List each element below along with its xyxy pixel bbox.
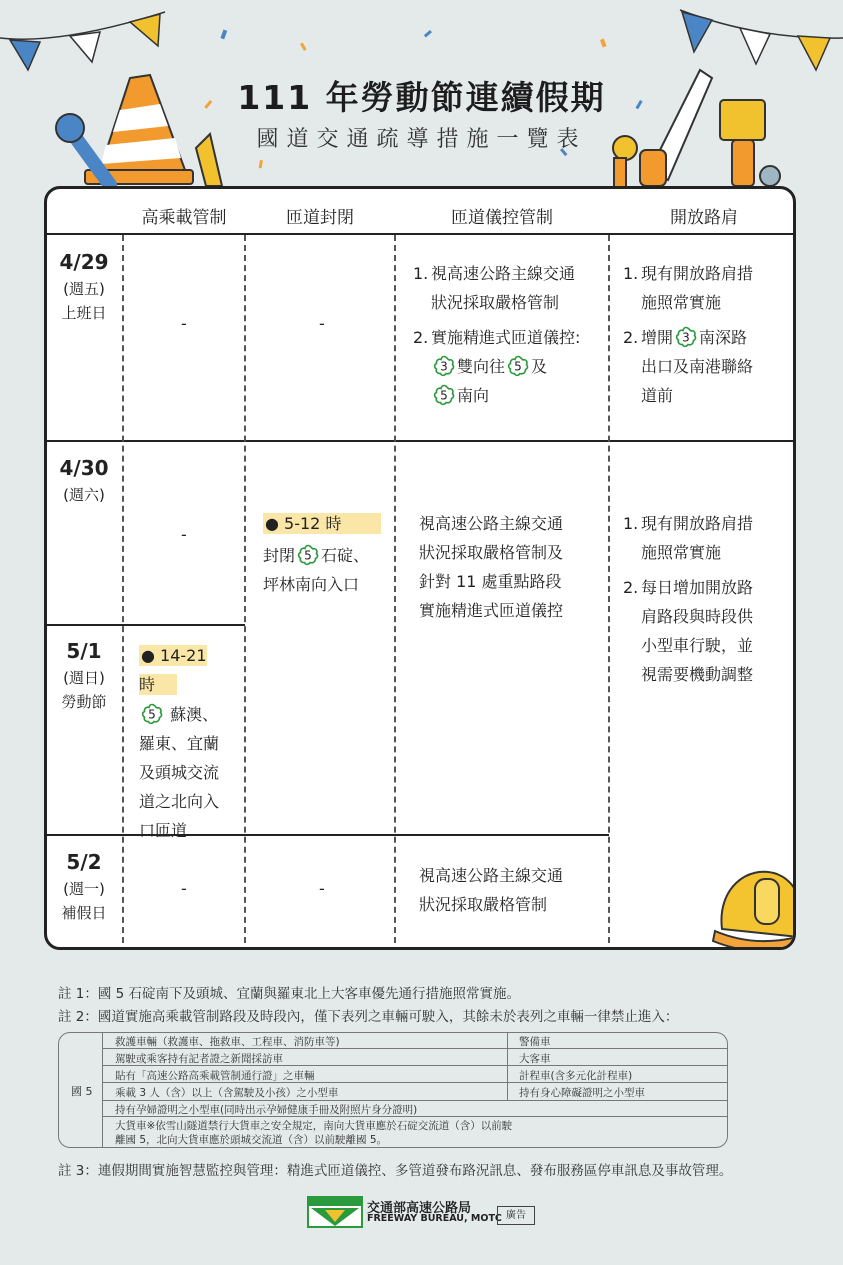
svg-text:5: 5 [148, 707, 156, 722]
legend-item: 乘載 3 人（含）以上（含駕駛及小孩）之小型車 [115, 1087, 339, 1099]
ramp-metering-0430-0501: 視高速公路主線交通 狀況採取嚴格管制及 針對 11 處重點路段 實施精進式匝道儀控 [419, 514, 564, 620]
empty-value: - [181, 314, 187, 333]
empty-value: - [181, 525, 187, 544]
column-header-ramp-closure: 匝道封閉 [286, 208, 354, 228]
legend-divider [102, 1100, 727, 1101]
page-title: 111 年勞動節連續假期 [237, 78, 606, 117]
column-divider [394, 235, 396, 950]
legend-label: 國 5 [71, 1085, 93, 1098]
freeway-5-icon [507, 355, 529, 377]
legend-item: 離國 5，北向大貨車應於頭城交流道（含）以前駛離國 5。 [115, 1134, 388, 1146]
column-header-ramp-metering: 匝道儀控管制 [451, 208, 553, 228]
note-2: 註 2：國道實施高乘載管制路段及時段內，僅下表列之車輛可駛入，其餘未於表列之車輛一律禁止進入： [58, 1009, 679, 1025]
freeway-3-icon [433, 355, 455, 377]
column-header-shoulder: 開放路肩 [670, 208, 738, 228]
shoulder-0429: 1. 現有開放路肩措 施照常實施 2. 增開 3 南深路 出口及南港聯絡 道前 [623, 264, 754, 405]
page-subtitle: 國道交通疏導措施一覽表 [256, 127, 587, 152]
legend-item: 計程車(含多元化計程車) [519, 1070, 633, 1082]
legend-item: 駕駛或乘客持有記者證之新聞採訪車 [115, 1053, 283, 1065]
ramp-closure-0430: ● 5-12 時 封閉 5 石碇、 坪林南向入口 [263, 509, 391, 599]
column-divider [244, 235, 246, 950]
freeway-5-icon [141, 703, 163, 725]
date-cell-0502: 5/2 (週一) 補假日 [61, 850, 107, 922]
row-divider [47, 834, 609, 836]
ramp-metering-0429: 1. 視高速公路主線交通 狀況採取嚴格管制 2. 實施精進式匝道儀控: 3 雙向往 5 及 5 南向 [413, 264, 581, 405]
hov-control-0501: ● 14-21 時 5 蘇澳、 羅東、宜蘭 及頭城交流 道之北向入 口匝道 [139, 646, 220, 840]
row-divider [47, 440, 796, 442]
legend-item: 救護車輛（救護車、拖救車、工程車、消防車等) [115, 1036, 340, 1048]
svg-text:5: 5 [440, 388, 448, 403]
date-cell-0429: 4/29 (週五) 上班日 [59, 250, 109, 322]
freeway-3-icon [675, 326, 697, 348]
empty-value: - [319, 879, 325, 898]
legend-item: 大客車 [519, 1053, 551, 1065]
legend-item: 大貨車※依雪山隧道禁行大貨車之安全規定，南向大貨車應於石碇交流道（含）以前駛 [115, 1120, 513, 1132]
legend-item: 持有身心障礙證明之小型車 [519, 1087, 645, 1099]
freeway-bureau-logo [307, 1196, 363, 1228]
legend-item: 警備車 [519, 1036, 551, 1048]
ad-badge: 廣告 [497, 1206, 535, 1225]
freeway-5-icon [297, 544, 319, 566]
date-cell-0430: 4/30 (週六) [59, 456, 109, 504]
svg-text:5: 5 [304, 548, 312, 563]
legend-item: 貼有「高速公路高乘載管制通行證」之車輛 [115, 1070, 315, 1082]
empty-value: - [319, 314, 325, 333]
column-divider [122, 235, 124, 950]
legend-divider [102, 1033, 103, 1147]
measures-table [44, 186, 796, 950]
helmet-icon [707, 849, 796, 950]
note-1: 註 1：國 5 石碇南下及頭城、宜蘭與羅東北上大客車優先通行措施照常實施。 [58, 986, 521, 1002]
organization-name-en: FREEWAY BUREAU, MOTC [367, 1213, 502, 1224]
svg-text:3: 3 [440, 359, 448, 374]
empty-value: - [181, 879, 187, 898]
row-divider [47, 624, 245, 626]
svg-text:3: 3 [682, 330, 690, 345]
time-highlight: ● 14-21 時 [139, 646, 207, 694]
shoulder-0430-0502: 1. 現有開放路肩措 施照常實施 2. 每日增加開放路 肩路段與時段供 小型車行駛，並 視需要機動調整 [623, 514, 754, 684]
ramp-metering-0502: 視高速公路主線交通 狀況採取嚴格管制 [419, 866, 564, 914]
legend-divider [507, 1033, 508, 1101]
column-header-hov: 高乘載管制 [141, 208, 227, 228]
organization-name: 交通部高速公路局 [367, 1201, 472, 1216]
column-divider [608, 235, 610, 950]
svg-text:5: 5 [514, 359, 522, 374]
note-3: 註 3：連假期間實施智慧監控與管理：精進式匝道儀控、多管道發布路況訊息、發布服務區停車訊息及事故管理。 [58, 1163, 733, 1179]
freeway-5-icon [433, 384, 455, 406]
allowed-vehicles-table [58, 1032, 728, 1148]
legend-item: 持有孕婦證明之小型車(同時出示孕婦健康手冊及附照片身分證明) [115, 1104, 418, 1116]
date-cell-0501: 5/1 (週日) 勞動節 [61, 639, 107, 711]
time-highlight: ● 5-12 時 [263, 513, 381, 534]
header-divider [47, 233, 796, 235]
